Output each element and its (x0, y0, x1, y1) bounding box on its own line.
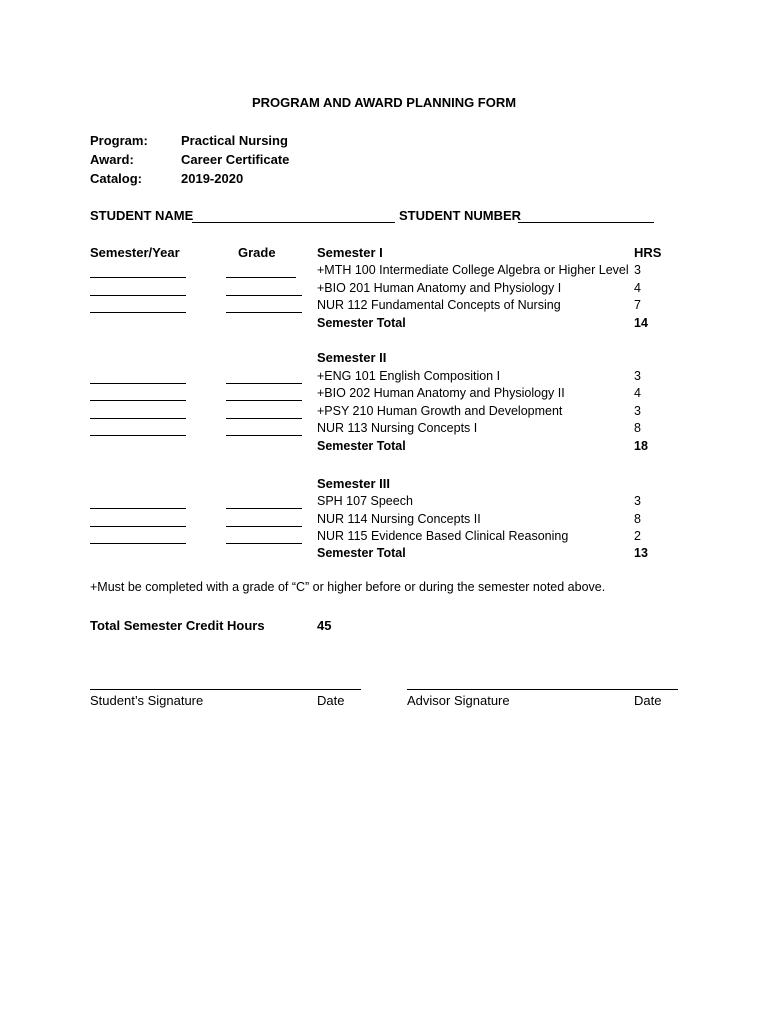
course-name: +PSY 210 Human Growth and Development (317, 404, 563, 418)
course-name: NUR 112 Fundamental Concepts of Nursing (317, 298, 561, 312)
student-number-label: STUDENT NUMBER (399, 208, 522, 223)
course-hrs: 4 (634, 281, 641, 295)
semester-year-blank[interactable] (90, 383, 186, 384)
course-hrs: 8 (634, 421, 641, 435)
semester-3-heading: Semester III (317, 476, 390, 491)
grade-blank[interactable] (226, 508, 302, 509)
advisor-signature-label: Advisor Signature (407, 693, 510, 708)
course-hrs: 3 (634, 494, 641, 508)
semester-year-blank[interactable] (90, 526, 186, 527)
student-name-label: STUDENT NAME (90, 208, 194, 223)
grade-blank[interactable] (226, 435, 302, 436)
course-hrs: 7 (634, 298, 641, 312)
course-hrs: 3 (634, 263, 641, 277)
program-value: Practical Nursing (181, 133, 288, 148)
semester-total-label: Semester Total (317, 439, 406, 453)
award-label: Award: (90, 152, 134, 167)
course-name: +ENG 101 English Composition I (317, 369, 501, 383)
student-signature-line[interactable] (90, 689, 361, 690)
catalog-value: 2019-2020 (181, 171, 244, 186)
semester-total-value: 18 (634, 439, 648, 453)
semester-2-heading: Semester II (317, 350, 387, 365)
advisor-signature-line[interactable] (407, 689, 678, 690)
program-label: Program: (90, 133, 148, 148)
total-credit-hours-value: 45 (317, 618, 332, 633)
semester-total-label: Semester Total (317, 316, 406, 330)
semester-year-blank[interactable] (90, 400, 186, 401)
grade-blank[interactable] (226, 400, 302, 401)
student-signature-label: Student’s Signature (90, 693, 204, 708)
course-name: NUR 113 Nursing Concepts I (317, 421, 478, 435)
semester-year-blank[interactable] (90, 418, 186, 419)
semester-year-blank[interactable] (90, 277, 186, 278)
semester-year-blank[interactable] (90, 312, 186, 313)
grade-blank[interactable] (226, 418, 302, 419)
semester-year-blank[interactable] (90, 508, 186, 509)
total-credit-hours-label: Total Semester Credit Hours (90, 618, 265, 633)
course-hrs: 3 (634, 404, 641, 418)
semester-1-heading: Semester I (317, 245, 383, 260)
student-date-label: Date (317, 693, 345, 708)
course-hrs: 8 (634, 512, 641, 526)
grade-requirement-note: +Must be completed with a grade of “C” or higher before or during the semester noted above. (90, 580, 606, 594)
semester-total-value: 14 (634, 316, 648, 330)
semester-year-blank[interactable] (90, 295, 186, 296)
course-name: NUR 115 Evidence Based Clinical Reasoning (317, 529, 569, 543)
course-name: +MTH 100 Intermediate College Algebra or Higher Level (317, 263, 629, 277)
course-name: NUR 114 Nursing Concepts II (317, 512, 481, 526)
semester-year-blank[interactable] (90, 435, 186, 436)
course-hrs: 4 (634, 386, 641, 400)
form-title: PROGRAM AND AWARD PLANNING FORM (252, 95, 517, 110)
semester-total-label: Semester Total (317, 546, 406, 560)
semester-total-value: 13 (634, 546, 648, 560)
advisor-date-label: Date (634, 693, 662, 708)
grade-blank[interactable] (226, 295, 302, 296)
student-number-field[interactable] (518, 222, 654, 223)
grade-blank[interactable] (226, 543, 302, 544)
student-name-field[interactable] (192, 222, 395, 223)
course-name: +BIO 201 Human Anatomy and Physiology I (317, 281, 562, 295)
grade-blank[interactable] (226, 312, 302, 313)
grade-header: Grade (238, 245, 276, 260)
grade-blank[interactable] (226, 383, 302, 384)
grade-blank[interactable] (226, 526, 302, 527)
semester-year-blank[interactable] (90, 543, 186, 544)
course-hrs: 2 (634, 529, 641, 543)
hrs-header: HRS (634, 245, 662, 260)
catalog-label: Catalog: (90, 171, 142, 186)
course-hrs: 3 (634, 369, 641, 383)
semester-year-header: Semester/Year (90, 245, 180, 260)
course-name: SPH 107 Speech (317, 494, 413, 508)
award-value: Career Certificate (181, 152, 290, 167)
course-name: +BIO 202 Human Anatomy and Physiology II (317, 386, 565, 400)
grade-blank[interactable] (226, 277, 296, 278)
